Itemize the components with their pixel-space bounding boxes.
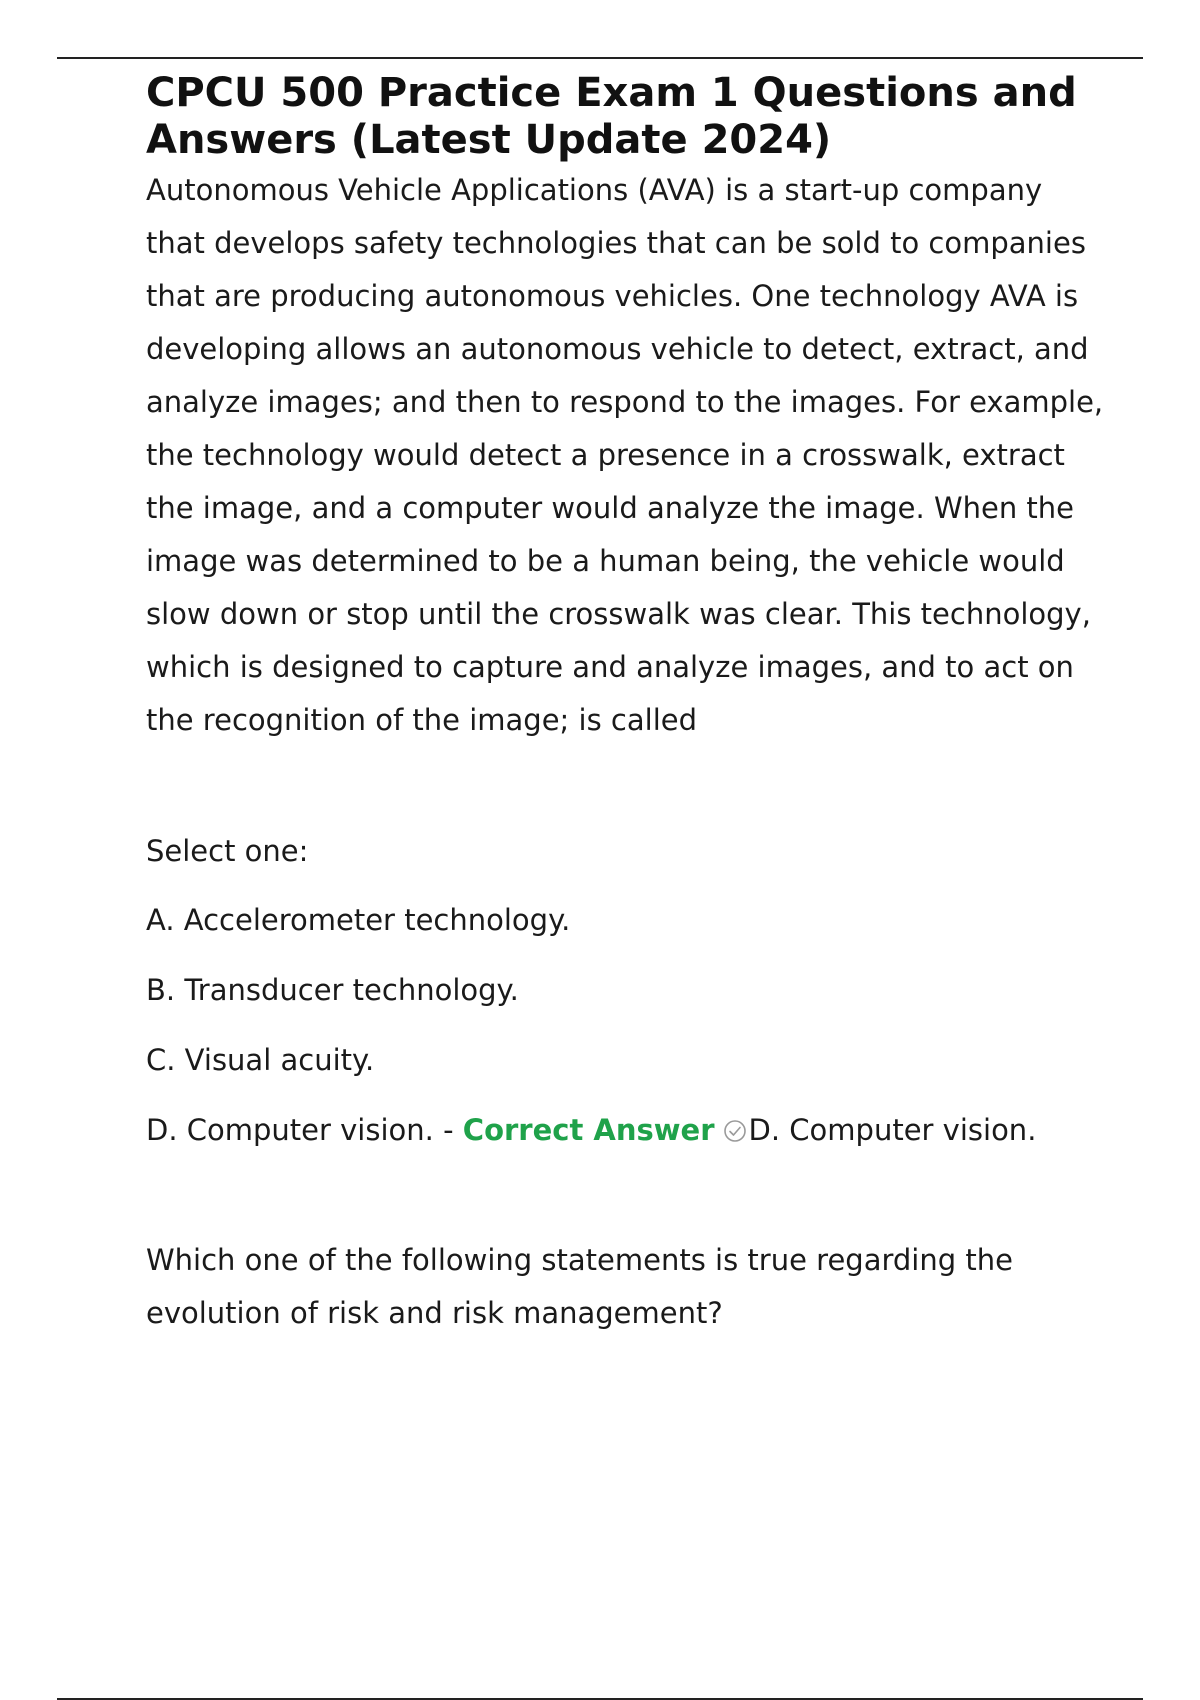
question-1-text: Autonomous Vehicle Applications (AVA) is a start-up company that develops safety technologies that can be sold to companies that are producing autonomous vehicles. One technology AVA is developing allows an autonomous vehicle to detect, extract, and analyze images; and then to respond to the images. For example, the technology would detect a presence in a crosswalk, extract the image, and a computer would analyze the image. When the image was determined to be a human being, the vehicle would slow down or stop until the crosswalk was clear. This technology, which is designed to capture and analyze images, and to act on the recognition of the image; is called [146, 173, 1104, 737]
select-one-prompt: Select one: [146, 834, 309, 868]
option-c: C. Visual acuity. [146, 1043, 375, 1077]
option-b: B. Transducer technology. [146, 973, 519, 1007]
top-divider [57, 57, 1143, 59]
option-d [146, 1110, 1106, 1150]
page-title: CPCU 500 Practice Exam 1 Questions and Answers (Latest Update 2024) [146, 70, 1077, 163]
option-a: A. Accelerometer technology. [146, 903, 571, 937]
correct-answer-label: Correct Answer [462, 1113, 715, 1147]
document-body [146, 70, 1106, 1369]
correct-answer-text: D. Computer vision. [748, 1113, 1037, 1147]
question-2-text: Which one of the following statements is true regarding the evolution of risk and risk management? [146, 1243, 1013, 1330]
option-d-label: D. Computer vision. - [146, 1113, 463, 1147]
check-circle-icon [723, 1113, 747, 1137]
